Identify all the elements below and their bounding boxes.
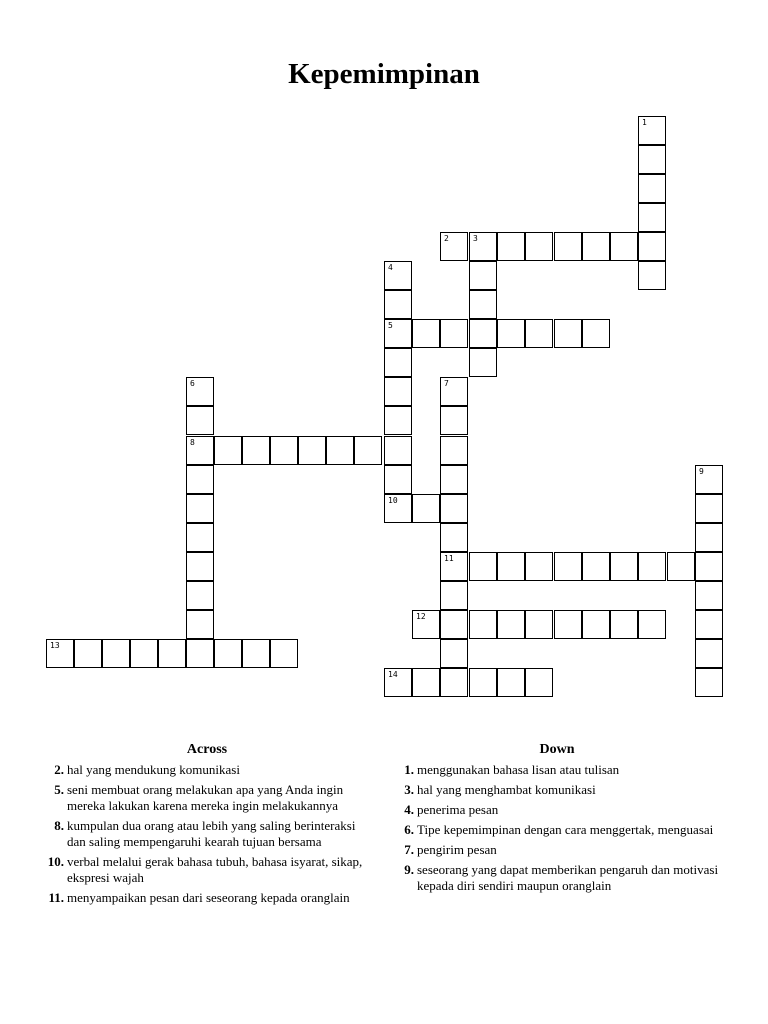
grid-cell[interactable] [695,465,723,494]
cell-number: 3 [473,234,478,243]
grid-cell[interactable] [497,552,525,581]
grid-cell[interactable] [384,406,412,435]
grid-cell[interactable] [638,174,666,203]
grid-cell[interactable] [554,232,582,261]
across-clues [42,742,372,910]
down-heading: Down [539,742,575,757]
grid-cell[interactable] [186,406,214,435]
clue-down-7 [392,842,722,858]
grid-cell[interactable] [469,668,497,697]
grid-cell[interactable] [440,319,468,348]
clue-number: 8. [54,818,64,833]
grid-cell[interactable] [440,639,468,668]
grid-cell[interactable] [440,436,468,465]
grid-cell[interactable] [412,319,440,348]
grid-cell[interactable] [186,436,214,465]
grid-cell[interactable] [440,465,468,494]
grid-cell[interactable] [440,523,468,552]
grid-cell[interactable] [384,436,412,465]
grid-cell[interactable] [695,494,723,523]
grid-cell[interactable] [638,145,666,174]
grid-cell[interactable] [695,639,723,668]
grid-cell[interactable] [695,668,723,697]
grid-cell[interactable] [440,581,468,610]
cell-number: 9 [699,467,704,476]
cell-number: 11 [444,554,454,563]
grid-cell[interactable] [525,668,553,697]
grid-cell[interactable] [554,610,582,639]
clue-text: seseorang yang dapat memberikan pengaruh dan motivasi kepada diri sendiri maupun oranglain [417,862,719,893]
clue-text: pengirim pesan [417,842,497,857]
clue-text: menggunakan bahasa lisan atau tulisan [417,762,620,777]
clue-across-11 [42,890,372,906]
grid-cell[interactable] [638,552,666,581]
grid-cell[interactable] [242,436,270,465]
clue-text: seni membuat orang melakukan apa yang Anda ingin mereka lakukan karena mereka ingin melakukannya [67,782,344,813]
grid-cell[interactable] [214,639,242,668]
clue-down-4 [392,802,722,818]
clue-across-5 [42,782,372,814]
grid-cell[interactable] [46,639,74,668]
grid-cell[interactable] [384,290,412,319]
grid-cell[interactable] [384,261,412,290]
grid-cell[interactable] [298,436,326,465]
clue-text: verbal melalui gerak bahasa tubuh, bahasa isyarat, sikap, ekspresi wajah [67,854,363,885]
grid-cell[interactable] [497,610,525,639]
cell-number: 6 [190,379,195,388]
clue-across-8 [42,818,372,850]
grid-cell[interactable] [186,377,214,406]
grid-cell[interactable] [610,232,638,261]
across-heading: Across [186,742,228,757]
clue-down-1 [392,762,722,778]
cell-number: 8 [190,438,195,447]
grid-cell[interactable] [554,552,582,581]
grid-cell[interactable] [525,232,553,261]
grid-cell[interactable] [186,523,214,552]
grid-cell[interactable] [186,465,214,494]
clue-text: penerima pesan [417,802,499,817]
clue-number: 9. [404,862,414,877]
grid-cell[interactable] [412,610,440,639]
clue-across-10 [42,854,372,886]
grid-cell[interactable] [186,552,214,581]
grid-cell[interactable] [440,406,468,435]
clue-number: 4. [404,802,414,817]
grid-cell[interactable] [186,494,214,523]
grid-cell[interactable] [525,319,553,348]
grid-cell[interactable] [412,494,440,523]
grid-cell[interactable] [525,610,553,639]
down-clues [392,742,722,898]
grid-cell[interactable] [158,639,186,668]
grid-cell[interactable] [695,610,723,639]
grid-cell[interactable] [638,261,666,290]
clue-number: 3. [404,782,414,797]
grid-cell[interactable] [497,668,525,697]
clue-down-3 [392,782,722,798]
cell-number: 14 [388,670,398,679]
grid-cell[interactable] [186,610,214,639]
grid-cell[interactable] [469,261,497,290]
clue-text: hal yang mendukung komunikasi [67,762,240,777]
grid-cell[interactable] [440,610,468,639]
grid-cell[interactable] [638,116,666,145]
grid-cell[interactable] [582,232,610,261]
cell-number: 2 [444,234,449,243]
cell-number: 1 [642,118,647,127]
grid-cell[interactable] [469,610,497,639]
clue-number: 7. [404,842,414,857]
grid-cell[interactable] [440,232,468,261]
grid-cell[interactable] [186,639,214,668]
grid-cell[interactable] [497,232,525,261]
clue-number: 5. [54,782,64,797]
grid-cell[interactable] [384,319,412,348]
cell-number: 13 [50,641,60,650]
grid-cell[interactable] [554,319,582,348]
grid-cell[interactable] [667,552,695,581]
grid-cell[interactable] [582,610,610,639]
puzzle-title: Kepemimpinan [288,58,480,90]
cell-number: 4 [388,263,393,272]
grid-cell[interactable] [384,494,412,523]
grid-cell[interactable] [74,639,102,668]
grid-cell[interactable] [270,639,298,668]
clue-across-2 [42,762,372,778]
clue-text: hal yang menghambat komunikasi [417,782,596,797]
grid-cell[interactable] [610,610,638,639]
grid-cell[interactable] [695,581,723,610]
clue-text: kumpulan dua orang atau lebih yang saling berinteraksi dan saling mempengaruhi kearah tujuan bersama [67,818,356,849]
clue-text: Tipe kepemimpinan dengan cara menggertak, menguasai [417,822,714,837]
clue-number: 10. [47,854,64,869]
cell-number: 7 [444,379,449,388]
grid-cell[interactable] [440,494,468,523]
grid-cell[interactable] [469,290,497,319]
grid-cell[interactable] [440,668,468,697]
clue-down-9 [392,862,722,894]
grid-cell[interactable] [242,639,270,668]
clue-down-6 [392,822,722,838]
grid-cell[interactable] [130,639,158,668]
grid-cell[interactable] [638,610,666,639]
grid-cell[interactable] [384,465,412,494]
grid-cell[interactable] [270,436,298,465]
grid-cell[interactable] [326,436,354,465]
grid-cell[interactable] [497,319,525,348]
grid-cell[interactable] [582,552,610,581]
grid-cell[interactable] [610,552,638,581]
grid-cell[interactable] [469,552,497,581]
clue-number: 2. [54,762,64,777]
grid-cell[interactable] [638,203,666,232]
grid-cell[interactable] [214,436,242,465]
grid-cell[interactable] [354,436,382,465]
grid-cell[interactable] [384,668,412,697]
grid-cell[interactable] [469,348,497,377]
cell-number: 12 [416,612,426,621]
grid-cell[interactable] [412,668,440,697]
cell-number: 10 [388,496,398,505]
grid-cell[interactable] [440,377,468,406]
grid-cell[interactable] [384,348,412,377]
grid-cell[interactable] [469,319,497,348]
grid-cell[interactable] [440,552,468,581]
grid-cell[interactable] [525,552,553,581]
clue-number: 6. [404,822,414,837]
grid-cell[interactable] [469,232,497,261]
grid-cell[interactable] [695,552,723,581]
grid-cell[interactable] [384,377,412,406]
grid-cell[interactable] [186,581,214,610]
grid-cell[interactable] [102,639,130,668]
grid-cell[interactable] [695,523,723,552]
grid-cell[interactable] [638,232,666,261]
clue-text: menyampaikan pesan dari seseorang kepada oranglain [67,890,350,905]
clue-number: 1. [404,762,414,777]
cell-number: 5 [388,321,393,330]
grid-cell[interactable] [582,319,610,348]
clue-number: 11. [48,890,64,905]
